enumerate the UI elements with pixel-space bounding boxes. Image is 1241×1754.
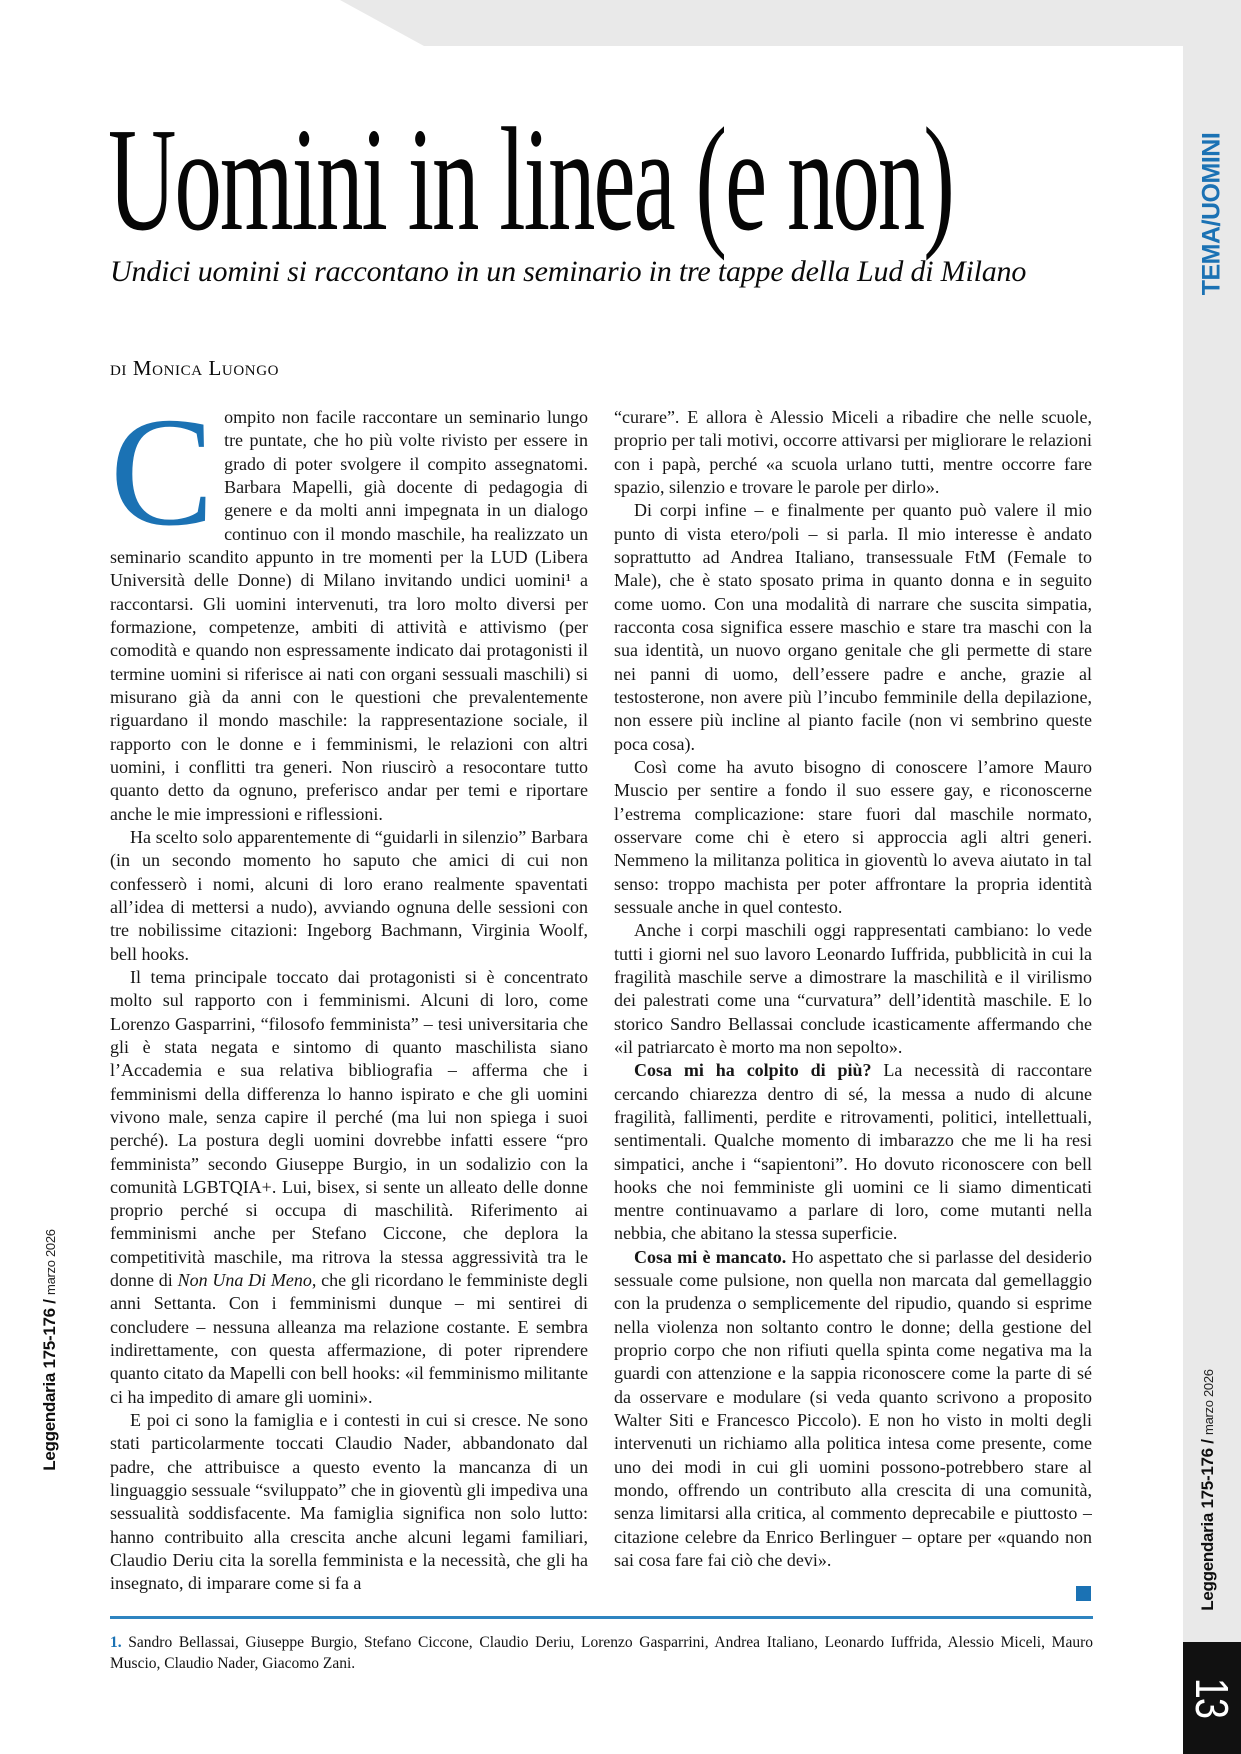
issue-date: marzo 2026 — [43, 1229, 58, 1295]
section-label: TEMA/UOMINI — [1197, 132, 1226, 296]
text-segment: ompito non facile raccontare un seminario lungo tre puntate, che ho più volte rivisto per essere in grado di poter svolgere il compito assegnatomi. Barbara Mapelli, già docente di pedagogia di genere e da molti anni impegnata in un dialogo continuo con il mondo maschile, ha realizzato un seminario scandito appunto in tre momenti per la LUD (Libera Università delle Donne) di Milano invitando undici uomini¹ a raccontarsi. Gli uomini intervenuti, tra loro molto diversi per formazione, competenze, ambiti di attività e attivismo (per comodità e quando non espressamente indicato dai protagonisti il termine uomini si riferisce ai nati con organi sessuali maschili) si misurano già da anni con le questioni che prevalentemente riguardano il mondo maschile: la rappresentazione sociale, il rapporto con le donne e i femminismi, le relazioni con altri uomini, i conflitti tra generi. Non riuscirò a resocontare tutto quanto detto da ognuno, preferisco andar per temi e riportare anche le mie impressioni e riflessioni. — [110, 407, 588, 824]
text-segment: Non Una Di Meno — [177, 1270, 312, 1291]
article-column-2 — [614, 406, 1092, 1612]
article-paragraph — [614, 1246, 1092, 1573]
article-paragraph — [614, 756, 1092, 919]
issue-number: Leggendaria 175-176 / — [1198, 1434, 1217, 1611]
end-of-article-mark — [1076, 1586, 1091, 1601]
article-paragraph — [110, 406, 588, 826]
page-number: 13 — [1186, 1677, 1238, 1719]
text-segment: Di corpi infine – e finalmente per quanto può valere il mio punto di vista etero/poli – si parla. Il mio interesse è andato soprattutto ad Andrea Italiano, transessuale FtM (Female to Male), che è stato sposato prima in quanto donna e in seguito come uomo. Con una modalità di narrare che suscita simpatia, racconta cosa significa essere maschio e stare tra maschi con la sua identità, un nuovo organo genitale che gli permette di stare nei panni di uomo, dell’essere padre e anche, grazie al testosterone, non avere più l’incubo femminile della depilazione, non essere più incline al pianto facile (non vi sembrino queste poca cosa). — [614, 500, 1092, 754]
page-number-box — [1183, 1642, 1241, 1754]
text-segment: Ho aspettato che si parlasse del desiderio sessuale come pulsione, non quella non marcata dal gemellaggio con la prudenza o semplicemente del ripudio, quando si esprime nella violenza non soltanto contro le donne; della gestione del proprio corpo che non rifiuti quella spinta come negativa ma la guardi con attenzione e la sappia riconoscere come la parte di sé da osservare e modulare (si veda quanto scrivono a proposito Walter Siti e Francesco Piccolo). E non ho visto in molti degli intervenuti un richiamo alla politica intesa come presente, come uno dei modi in cui gli uomini possono-potrebbero stare al mondo, offrendo un contributo alla crescita di una comunità, senza limitarsi alla critica, al commento deprecabile e piuttosto – citazione celebre da Enrico Berlinguer – optare per «quando non sai cosa fare fai ciò che devi». — [614, 1246, 1092, 1571]
article-paragraph — [110, 966, 588, 1409]
text-segment: Il tema principale toccato dai protagonisti si è concentrato molto sul rapporto con i femminismi. Alcuni di loro, come Lorenzo Gasparrini, “filosofo femminista” – tesi universitaria che gli è stata negata e sintomo di quanto maschilista siano l’Accademia e sua relativa bibliografia – afferma che i femminismi della differenza lo hanno ispirato e che gli uomini vivono male, senza capire il perché (ma lui non spiega i suoi perché). La postura degli uomini dovrebbe infatti essere “pro femminista” secondo Giuseppe Burgio, in un sodalizio con la comunità LGBTQIA+. Lui, bisex, si sente un alleato delle donne proprio perché si occupa di maschilità. Riferimento ai femminismi anche per Stefano Ciccone, che deplora la competitività maschile, ma ritrova la stessa aggressività tra le donne di — [110, 966, 588, 1291]
article-paragraph — [110, 1409, 588, 1596]
article-paragraph — [614, 1059, 1092, 1246]
byline: di Monica Luongo — [110, 356, 280, 380]
footnote — [110, 1632, 1093, 1674]
article-paragraph — [614, 499, 1092, 756]
article-body — [110, 406, 1092, 1612]
text-segment: Ha scelto solo apparentemente di “guidarli in silenzio” Barbara (in un secondo momento ho saputo che amici di cui non confesserò i nomi, alcuni di loro erano realmente spaventati all’idea di mettersi a nudo), avviando ognuna delle sessioni con tre nobilissime citazioni: Ingeborg Bachmann, Virginia Woolf, bell hooks. — [110, 826, 588, 964]
text-segment: E poi ci sono la famiglia e i contesti in cui si cresce. Ne sono stati particolarmente toccati Claudio Nader, abbandonato dal padre, che attribuisce a questo evento la mancanza di un linguaggio sessuale “sviluppato” che in gioventù gli impediva una sessualità soddisfacente. Ma famiglia significa non solo lutto: hanno contribuito alla crescita anche alcuni legami familiari, Claudio Deriu cita la sorella femminista e la necessità, che gli ha insegnato, di imparare come si fa a — [110, 1410, 588, 1594]
issue-date: marzo 2026 — [1201, 1369, 1216, 1435]
article-paragraph — [614, 919, 1092, 1059]
text-segment: “curare”. E allora è Alessio Miceli a ribadire che nelle scuole, proprio per tali motivi, occorre attivarsi per migliorare le relazioni con i papà, perché «a scuola urlano tutti, mentre occorre fare spazio, silenzio e trovare le parole per dirlo». — [614, 407, 1092, 497]
text-segment: La necessità di raccontare cercando chiarezza dentro di sé, la messa a nudo di alcune fragilità, fallimenti, perdite e ritrovamenti, politici, intellettuali, sentimentali. Qualche momento di imbarazzo che me li ha resi simpatici, anche i “sapientoni”. Ho dovuto riconoscere con bell hooks che noi femministe gli uomini ce li siamo dimenticati mentre continuavamo a parlare di loro, come mutanti nella nebbia, che abitano la stessa superficie. — [614, 1060, 1092, 1244]
issue-number: Leggendaria 175-176 / — [40, 1294, 59, 1471]
top-gray-band — [0, 0, 1241, 46]
article-paragraph — [614, 406, 1092, 499]
text-segment: Cosa mi ha colpito di più? — [634, 1060, 872, 1081]
article-paragraph — [110, 826, 588, 966]
magazine-issue-vertical-right — [1198, 1369, 1218, 1610]
text-segment: , che gli ricordano le femministe degli anni Settanta. Con i femminismi dunque – mi sentirei di concludere – nessuna alleanza ma relazione costante. E sembra indirettamente, con questa affermazione, di poter riprendere quanto citato da Mapelli con bell hooks: «il femminismo militante ci ha impedito di amare gli uomini». — [110, 1270, 588, 1407]
footnote-marker: 1. — [110, 1634, 122, 1651]
text-segment: Così come ha avuto bisogno di conoscere l’amore Mauro Muscio per sentire a fondo il suo essere gay, e riconoscerne l’estrema complicazione: stare fuori dal maschile normato, osservare come chi è etero si approccia agli altri generi. Nemmeno la militanza politica in gioventù lo aveva aiutato in tal senso: troppo machista per poter affrontare la propria identità sessuale anche in quel contesto. — [614, 756, 1092, 917]
footnote-rule — [110, 1616, 1093, 1619]
page-title: Uomini in linea (e non) — [108, 98, 953, 262]
article-subtitle: Undici uomini si raccontano in un seminario in tre tappe della Lud di Milano — [110, 255, 1027, 288]
text-segment: Cosa mi è mancato. — [634, 1246, 787, 1267]
text-segment: Anche i corpi maschili oggi rappresentati cambiano: lo vede tutti i giorni nel suo lavoro Leonardo Iuffrida, pubblicità in cui la fragilità maschile serve a dimostrare la maschilità e il virilismo dei palestrati come una “curvatura” dell’identità maschile. E lo storico Sandro Bellassai conclude icasticamente affermando che «il patriarcato è morto ma non sepolto». — [614, 920, 1092, 1057]
article-column-1 — [110, 406, 588, 1612]
magazine-issue-vertical-left — [40, 1229, 60, 1470]
dropcap: C — [110, 406, 215, 558]
footnote-text: Sandro Bellassai, Giuseppe Burgio, Stefano Ciccone, Claudio Deriu, Lorenzo Gasparrini, Andrea Italiano, Leonardo Iuffrida, Alessio Miceli, Mauro Muscio, Claudio Nader, Giacomo Zani. — [110, 1634, 1093, 1672]
